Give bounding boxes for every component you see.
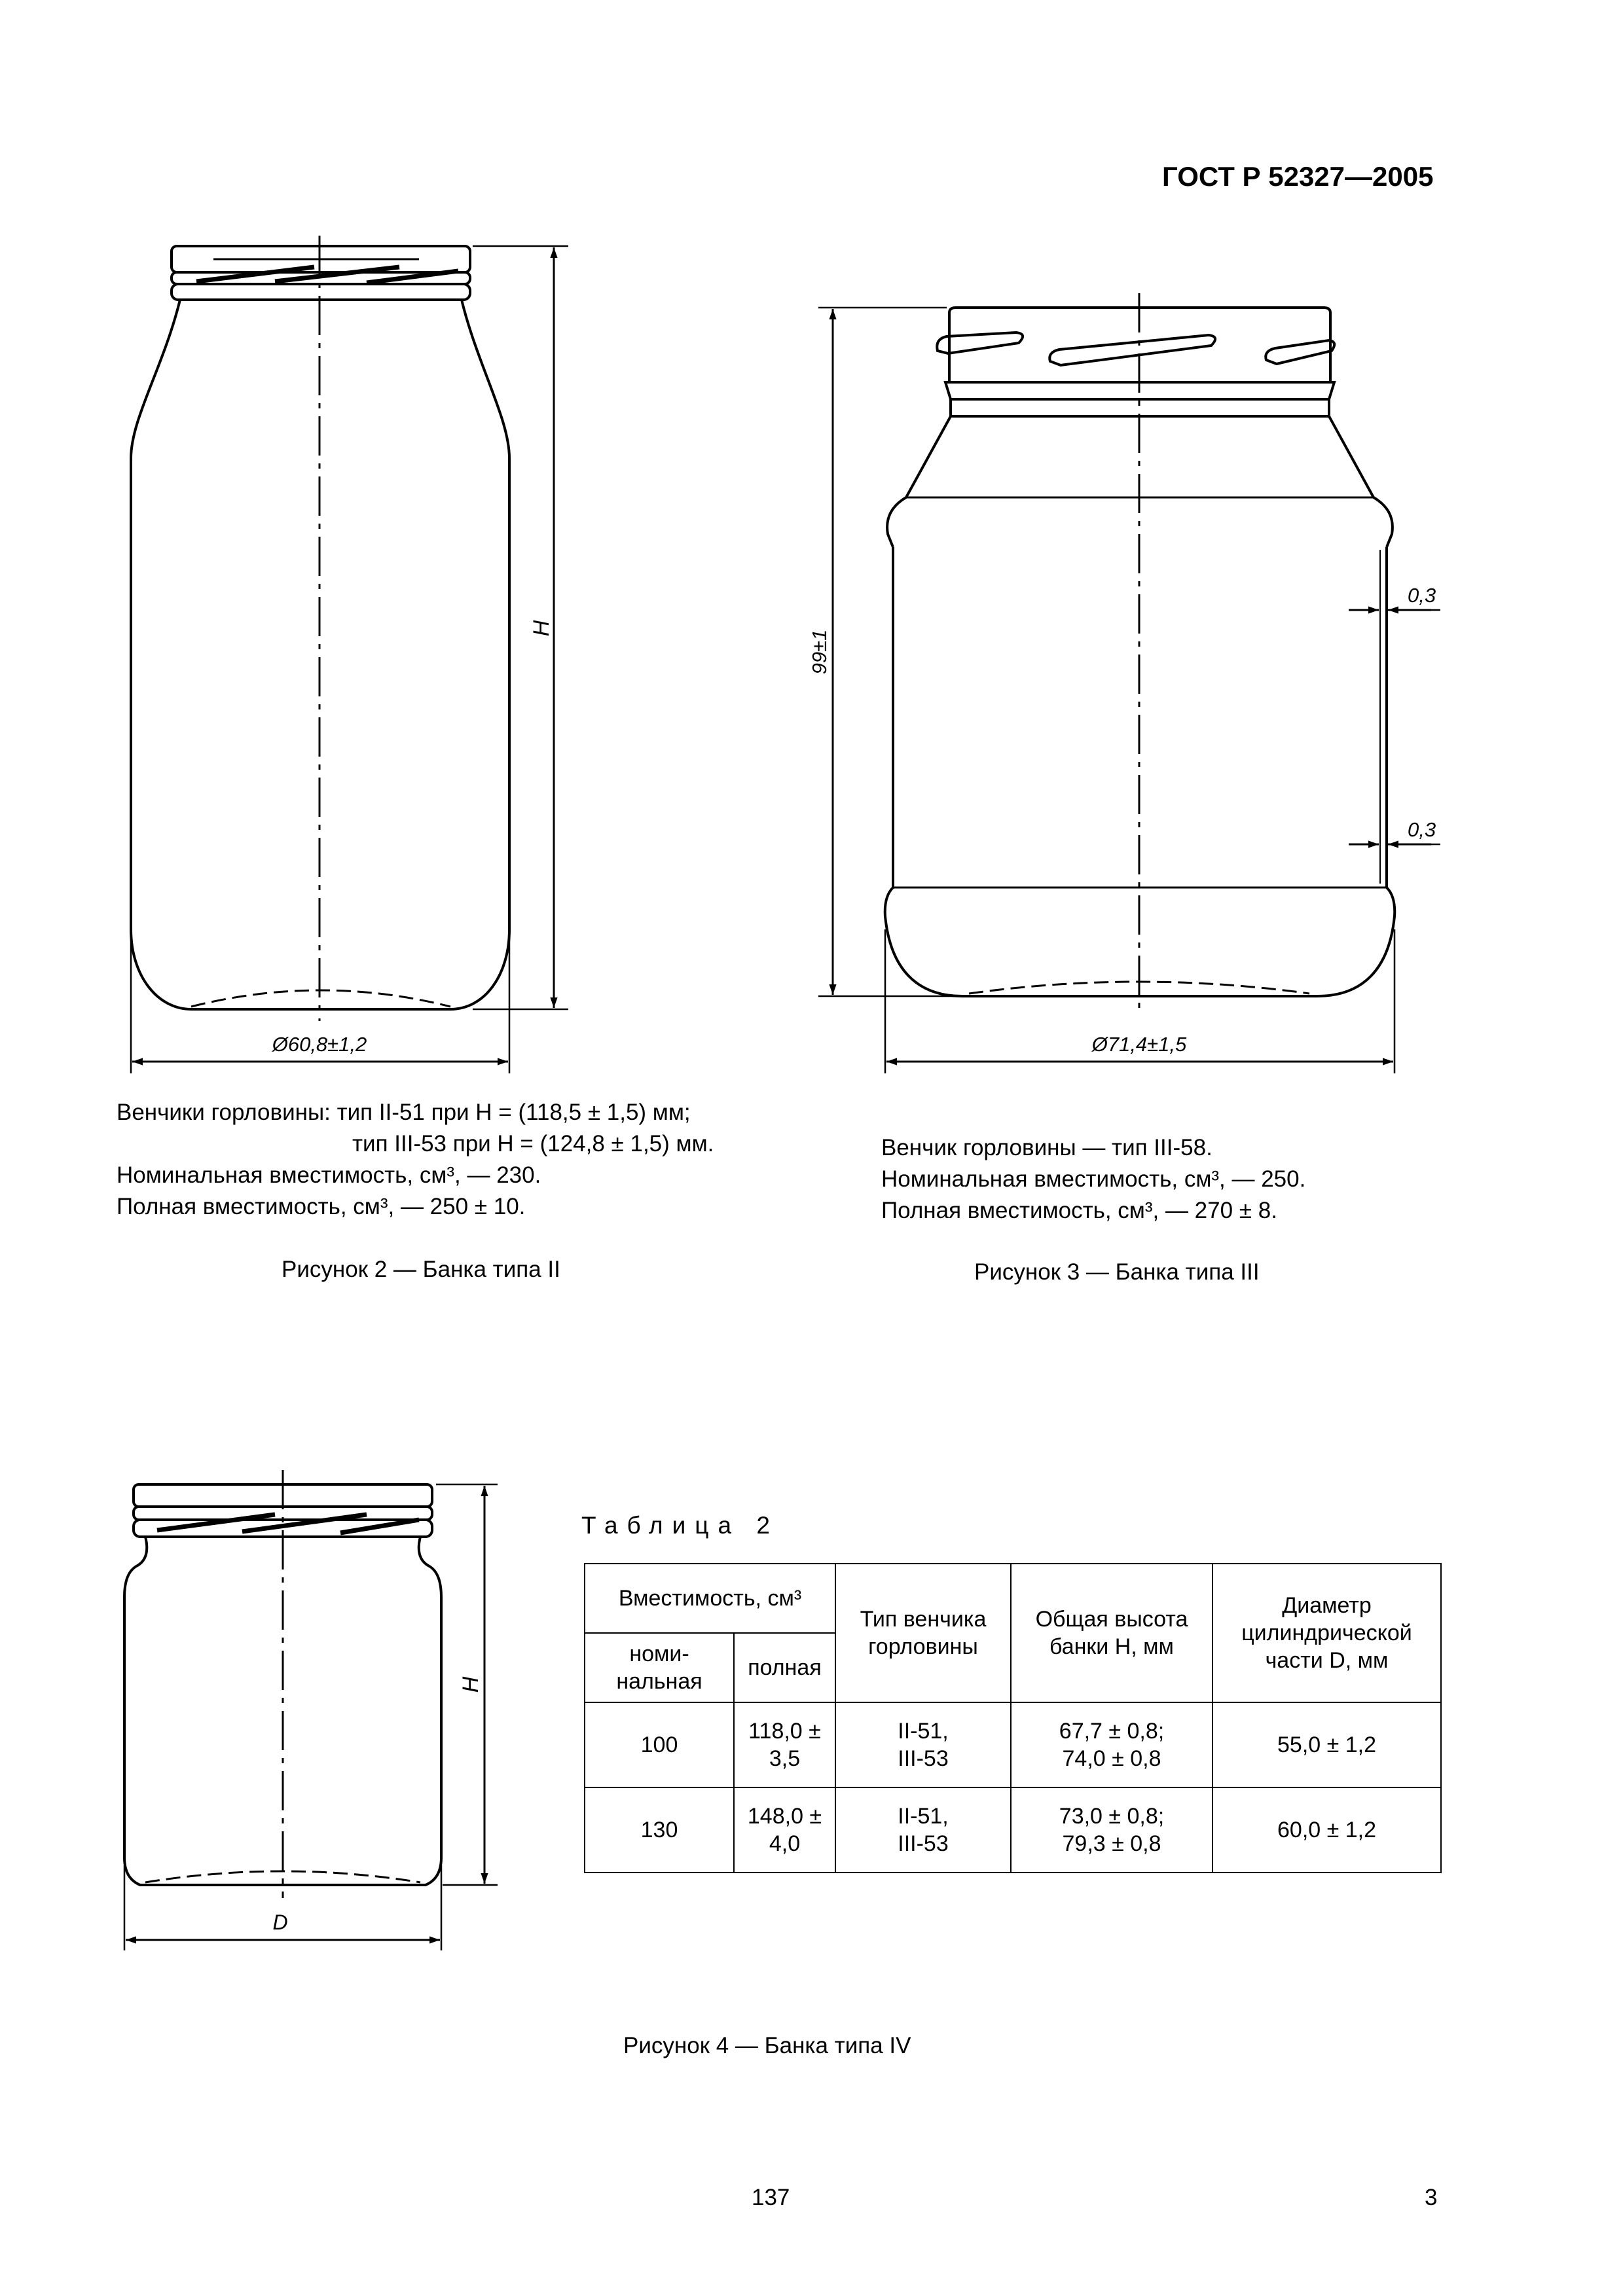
fig3-height-label: 99±1 — [808, 629, 831, 675]
cell-nominal: 100 — [585, 1702, 734, 1787]
fig2-diameter-label: Ø60,8±1,2 — [272, 1033, 367, 1056]
cell-height-line: 73,0 ± 0,8; — [1059, 1804, 1165, 1829]
cell-full: 118,0 ± 3,5 — [734, 1702, 835, 1787]
figure2-jar-drawing — [131, 236, 568, 1073]
fig3-diameter-label: Ø71,4±1,5 — [1091, 1033, 1187, 1056]
cell-neck-type-line: III-53 — [898, 1831, 949, 1856]
fig2-note-nominal: Номинальная вместимость, см³, — 230. — [117, 1162, 541, 1188]
table-header-row — [585, 1564, 1441, 1633]
fig3-note-neck: Венчик горловины — тип III-58. — [881, 1135, 1213, 1160]
fig3-caption: Рисунок 3 — Банка типа III — [974, 1259, 1260, 1285]
fig4-diameter-label: D — [272, 1910, 288, 1934]
fig4-height-label: H — [458, 1676, 483, 1693]
cell-diameter: 60,0 ± 1,2 — [1213, 1787, 1441, 1873]
header-full: полная — [734, 1633, 835, 1702]
cell-neck-type-line: II-51, — [898, 1804, 949, 1829]
fig2-caption: Рисунок 2 — Банка типа II — [282, 1257, 560, 1282]
cell-neck-type-line: II-51, — [898, 1719, 949, 1744]
figure3-jar-drawing — [818, 293, 1440, 1073]
standard-header: ГОСТ Р 52327—2005 — [1162, 161, 1434, 192]
cell-neck-type — [835, 1702, 1011, 1787]
table-row — [585, 1702, 1441, 1787]
header-nominal: номи-нальная — [585, 1633, 734, 1702]
header-diameter: Диаметр цилиндрической части D, мм — [1213, 1564, 1441, 1702]
cell-height — [1011, 1787, 1213, 1873]
cell-neck-type-line: III-53 — [898, 1746, 949, 1771]
table-label: Таблица 2 — [581, 1512, 779, 1539]
figure4-jar-drawing — [124, 1470, 498, 1950]
cell-neck-type — [835, 1787, 1011, 1873]
header-height: Общая высота банки H, мм — [1011, 1564, 1213, 1702]
fig2-note-full: Полная вместимость, см³, — 250 ± 10. — [117, 1194, 526, 1219]
fig4-caption: Рисунок 4 — Банка типа IV — [623, 2033, 911, 2058]
cell-diameter: 55,0 ± 1,2 — [1213, 1702, 1441, 1787]
fig3-wall-bottom-label: 0,3 — [1408, 818, 1436, 841]
fig3-note-nominal: Номинальная вместимость, см³, — 250. — [881, 1166, 1306, 1192]
cell-height-line: 67,7 ± 0,8; — [1059, 1719, 1165, 1744]
fig3-note-full: Полная вместимость, см³, — 270 ± 8. — [881, 1198, 1277, 1223]
table-2 — [584, 1563, 1442, 1873]
cell-height-line: 79,3 ± 0,8 — [1062, 1831, 1161, 1856]
header-neck-type: Тип венчика горловины — [835, 1564, 1011, 1702]
header-capacity: Вместимость, см³ — [585, 1564, 835, 1633]
cell-height — [1011, 1702, 1213, 1787]
cell-full: 148,0 ± 4,0 — [734, 1787, 835, 1873]
cell-height-line: 74,0 ± 0,8 — [1062, 1746, 1161, 1771]
fig2-height-label: H — [529, 620, 554, 637]
page-number-right: 3 — [1425, 2185, 1438, 2210]
fig2-note-neck-1: Венчики горловины: тип II-51 при H = (118,5 ± 1,5) мм; — [117, 1100, 691, 1125]
cell-nominal: 130 — [585, 1787, 734, 1873]
fig3-wall-top-label: 0,3 — [1408, 584, 1436, 607]
page-number-left: 137 — [752, 2185, 790, 2210]
fig2-note-neck-2: тип III-53 при H = (124,8 ± 1,5) мм. — [352, 1131, 714, 1157]
table-row — [585, 1787, 1441, 1873]
